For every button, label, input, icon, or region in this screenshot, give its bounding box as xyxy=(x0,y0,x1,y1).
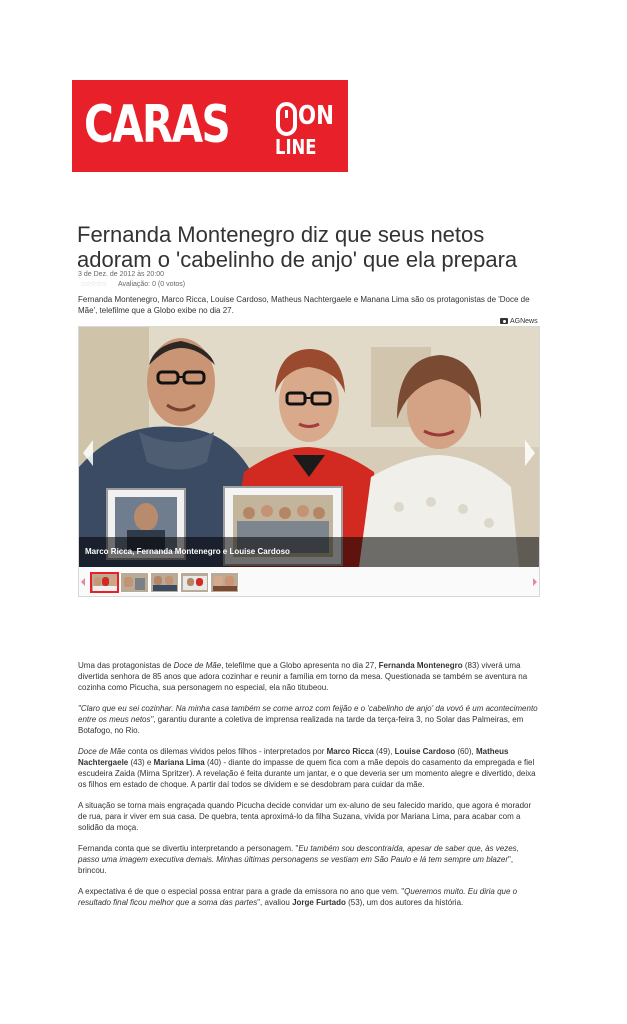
text-segment: (53), um dos autores da história. xyxy=(345,898,464,907)
text-segment: (49), xyxy=(373,747,395,756)
logo-line-text: LINE xyxy=(275,135,317,159)
text-segment: Uma das protagonistas de xyxy=(78,661,174,670)
thumbnail[interactable] xyxy=(210,572,239,593)
italic-text: Eu também sou descontraída, apesar de saber que, às vezes, passo uma imagem executiva demais. Minhas últimas personagens se vestiam em São Paulo e lá tem sempre um blazer xyxy=(78,844,519,864)
logo-on-text: ON xyxy=(298,101,334,131)
thumbnail[interactable] xyxy=(120,572,149,593)
text-segment: A expectativa é de que o especial possa entrar para a grade da emissora no ano que vem. " xyxy=(78,887,405,896)
text-segment: A situação se torna mais engraçada quando Picucha decide convidar um ex-aluno de seu falecido marido, que agora é morador de rua, para ir viver em sua casa. De quebra, tenta aproximá-lo da filha Suzana, vivida por Mariana Lima, para acabar com a solidão da moça. xyxy=(78,801,532,832)
thumbs-prev-arrow-icon[interactable] xyxy=(81,578,85,586)
article-dateline: 3 de Dez. de 2012 às 20:00 xyxy=(78,271,165,278)
text-segment: (40) - diante do impasse de quem fica com a mãe depois do casamento da empregada e fiel escudeira Zaida (Mirna Spritzer). A revelação é feita durante um jantar, e o que deveria ser um momento alegre e divertido, deixa os filhos em estado de choque. A partir daí todos se dividem e se desdobram para cuidar da mãe. xyxy=(78,758,536,789)
gallery-photo[interactable] xyxy=(79,327,539,567)
thumbnail[interactable] xyxy=(90,572,119,593)
rating-text: Avaliação: 0 (0 votos) xyxy=(117,281,186,288)
gallery-prev-arrow-icon[interactable] xyxy=(83,440,93,466)
text-segment: ", avaliou xyxy=(257,898,293,907)
bold-name: Marco Ricca xyxy=(326,747,374,756)
thumbnail[interactable] xyxy=(180,572,209,593)
gallery-next-arrow-icon[interactable] xyxy=(525,440,535,466)
logo-caras-text: CARAS xyxy=(84,95,230,155)
article-lead: Fernanda Montenegro, Marco Ricca, Louise Cardoso, Matheus Nachtergaele e Manana Lima são os protagonistas de 'Doce de Mãe', telefilme que a Globo exibe no dia 27. xyxy=(78,295,530,315)
photo-credit xyxy=(500,317,538,326)
article-paragraph xyxy=(78,746,540,790)
italic-text: Doce de Mãe xyxy=(173,661,222,670)
text-segment: Fernanda conta que se divertiu interpretando a personagem. " xyxy=(78,844,299,853)
photo-caption: Marco Ricca, Fernanda Montenegro e Louise Cardoso xyxy=(85,547,290,556)
article-paragraph xyxy=(78,660,540,693)
bold-name: Mariana Lima xyxy=(153,758,205,767)
rating-row xyxy=(80,280,185,289)
photo-illustration xyxy=(79,327,539,567)
bold-name: Louise Cardoso xyxy=(394,747,456,756)
rating-stars-icon[interactable]: ☆☆☆☆☆ xyxy=(80,281,107,288)
text-segment: (43) e xyxy=(128,758,154,767)
text-segment: (60), xyxy=(455,747,476,756)
article-headline: Fernanda Montenegro diz que seus netos adoram o 'cabelinho de anjo' que ela prepara xyxy=(77,222,518,272)
article-body xyxy=(78,660,540,918)
text-segment: conta os dilemas vividos pelos filhos - interpretados por xyxy=(125,747,327,756)
text-segment: , telefilme que a Globo apresenta no dia 27, xyxy=(221,661,379,670)
article-paragraph xyxy=(78,703,540,736)
photo-credit-text: AGNews xyxy=(510,318,538,325)
photo-gallery xyxy=(78,326,540,597)
caption-bar xyxy=(79,537,539,567)
italic-text: Doce de Mãe xyxy=(78,747,126,756)
article-paragraph xyxy=(78,843,540,876)
italic-text: Queremos muito. Eu diria que o resultado final ficou melhor que a soma das partes xyxy=(78,887,518,907)
bold-name: Matheus Nachtergaele xyxy=(78,747,509,767)
bold-name: Fernanda Montenegro xyxy=(378,661,463,670)
caras-online-logo[interactable] xyxy=(72,80,348,172)
thumbnail-strip xyxy=(79,567,539,596)
mouse-icon xyxy=(276,102,297,136)
article-paragraph xyxy=(78,886,540,908)
text-segment: , garantiu durante a coletiva de imprensa realizada na tarde da terça-feira 3, no Solar das Palmeiras, em Botafogo, no Rio. xyxy=(78,715,524,735)
text-segment: ", brincou. xyxy=(78,855,514,875)
text-segment: (83) viverá uma divertida senhora de 85 anos que adora cozinhar e reunir a família em torno da mesa. Questionada se também se aventura na cozinha como Picucha, sua personagem no especial, ela não titubeou. xyxy=(78,661,528,692)
article-paragraph xyxy=(78,800,540,833)
thumbnail[interactable] xyxy=(150,572,179,593)
camera-icon xyxy=(500,318,508,324)
italic-text: "Claro que eu sei cozinhar. Na minha casa também se come arroz com feijão e o 'cabelinho de anjo' da vovó é um acontecimento entre os meus netos" xyxy=(78,704,538,724)
thumbs-next-arrow-icon[interactable] xyxy=(533,578,537,586)
bold-name: Jorge Furtado xyxy=(292,898,346,907)
